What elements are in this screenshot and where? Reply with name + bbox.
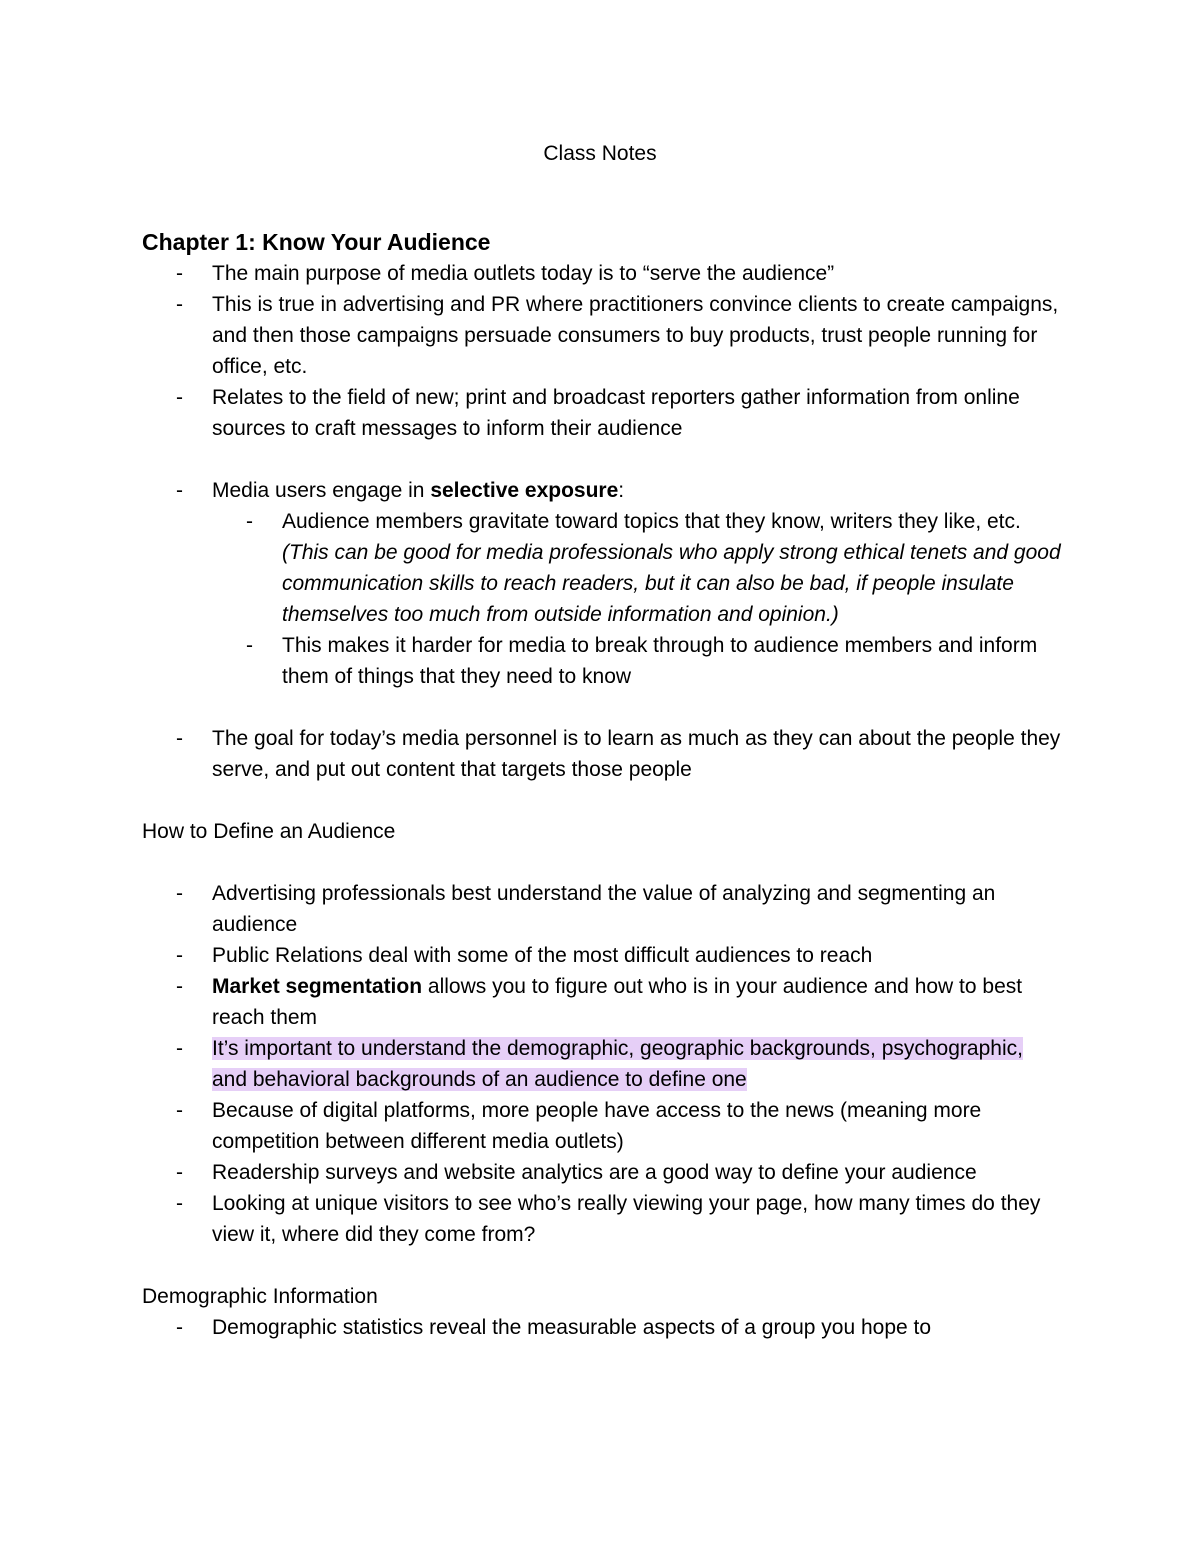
list-item: - Looking at unique visitors to see who’s really viewing your page, how many times do they view it, where did they come from? [142,1188,1062,1250]
demographic-list [142,1312,1062,1343]
list-item [142,971,1062,1033]
bold-term: Market segmentation [212,975,423,998]
spacer [142,785,1062,816]
list-item: - This is true in advertising and PR where practitioners convince clients to create campaigns, and then those campaigns persuade consumers to buy products, trust people running for office, etc. [142,289,1062,382]
sub-list-item: - This makes it harder for media to break through to audience members and inform them of things that they need to know [212,630,1062,692]
section-heading-define-audience: How to Define an Audience [142,820,396,843]
list-item: - Relates to the field of new; print and broadcast reporters gather information from online sources to craft messages to inform their audience [142,382,1062,444]
bold-term: selective exposure [430,479,619,502]
selective-exposure-list [142,475,1062,692]
chapter-bullet-list [142,258,1062,444]
spacer [142,444,1062,475]
spacer [142,1250,1062,1281]
document-title: Class Notes [543,142,657,165]
text-run: Media users engage in [212,479,431,502]
italic-note: (This can be good for media professionals who apply strong ethical tenets and good communication skills to reach readers, but it can also be bad, if people insulate themselves too much from outside information and opinion.) [282,541,1061,626]
list-item: - Readership surveys and website analytics are a good way to define your audience [142,1157,1062,1188]
text-run: : [618,479,625,502]
document-body [142,227,1062,1343]
spacer [142,692,1062,723]
highlighted-text: It’s important to understand the demographic, geographic backgrounds, psychographic, and behavioral backgrounds of an audience to define one [212,1037,1023,1091]
list-item: - Because of digital platforms, more people have access to the news (meaning more competition between different media outlets) [142,1095,1062,1157]
list-item: - Advertising professionals best understand the value of analyzing and segmenting an audience [142,878,1062,940]
text-run: allows you to figure out who is in your audience and how to best reach them [212,975,1023,1029]
list-item: - Demographic statistics reveal the measurable aspects of a group you hope to [142,1312,1062,1343]
list-item: - Public Relations deal with some of the most difficult audiences to reach [142,940,1062,971]
list-item: - The main purpose of media outlets today is to “serve the audience” [142,258,1062,289]
list-item [142,1033,1062,1095]
list-item-selective-exposure [142,475,1062,692]
sub-bullet-list [212,506,1062,692]
sub-list-item [212,506,1062,630]
define-audience-list [142,878,1062,1250]
chapter-heading: Chapter 1: Know Your Audience [142,229,491,255]
list-item: - The goal for today’s media personnel is to learn as much as they can about the people they serve, and put out content that targets those people [142,723,1062,785]
spacer [142,847,1062,878]
goal-list [142,723,1062,785]
text-run: Audience members gravitate toward topics that they know, writers they like, etc. [282,510,1021,533]
section-heading-demographic: Demographic Information [142,1285,378,1308]
